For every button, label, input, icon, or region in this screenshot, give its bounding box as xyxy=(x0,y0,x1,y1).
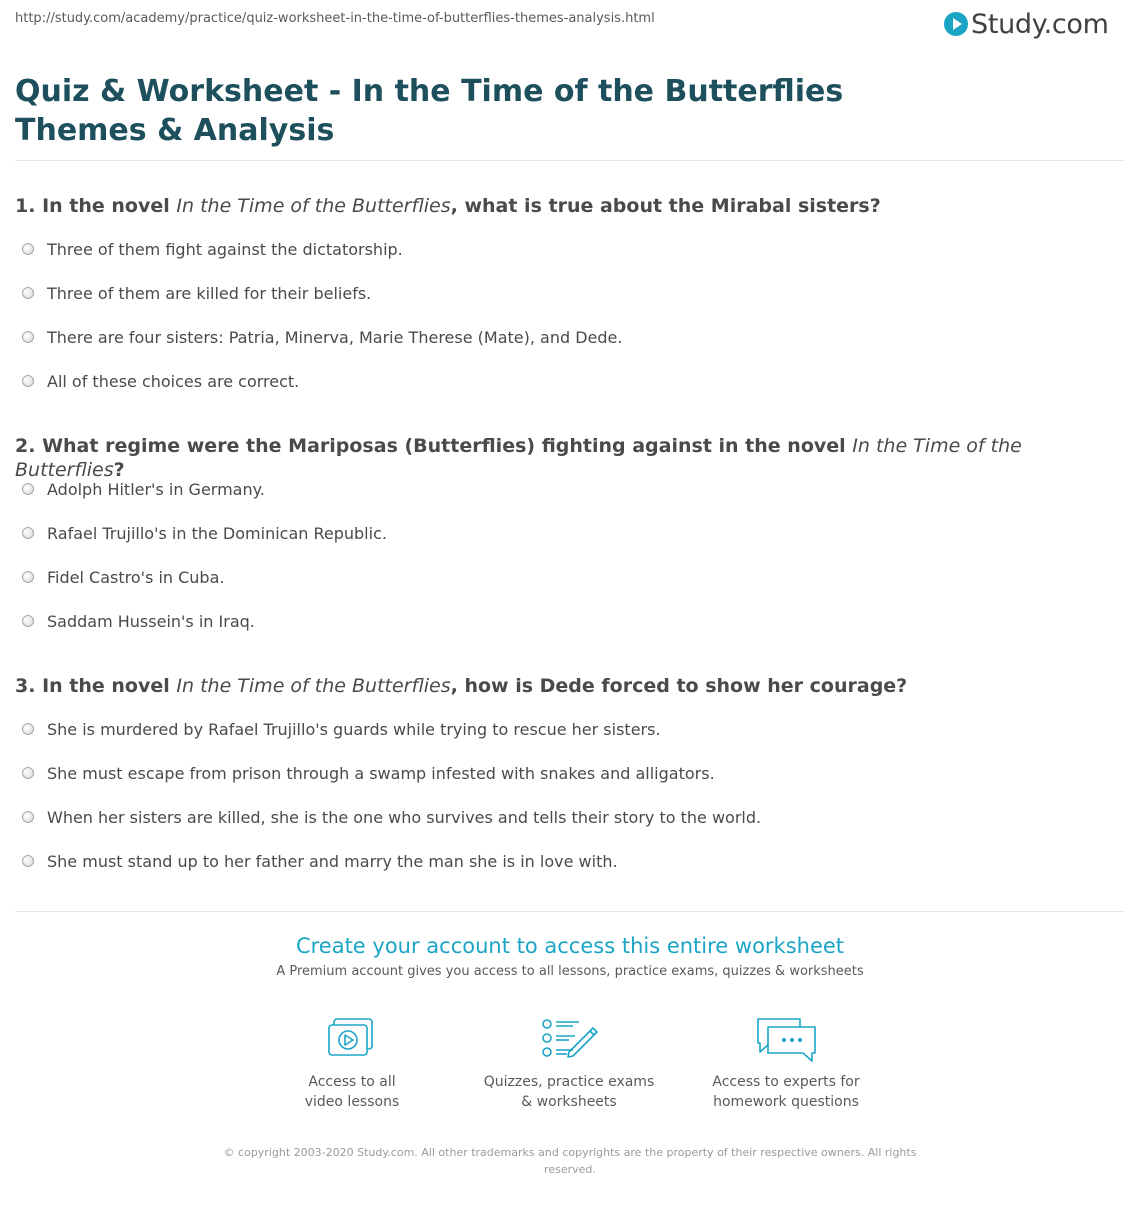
logo-text: Study.com xyxy=(971,8,1109,40)
question-3 xyxy=(15,674,1125,698)
cta-subtitle: A Premium account gives you access to all lessons, practice exams, quizzes & worksheets xyxy=(276,964,864,979)
answer-option[interactable] xyxy=(22,370,299,392)
radio-button[interactable] xyxy=(22,723,34,735)
radio-button[interactable] xyxy=(22,615,34,627)
question-number: 2. xyxy=(15,435,36,457)
question-book-title: In the Time of the Butterflies xyxy=(15,435,1022,481)
question-text: ? xyxy=(113,459,125,481)
question-number: 1. xyxy=(15,195,36,217)
answer-option[interactable] xyxy=(22,850,618,872)
study-logo[interactable] xyxy=(944,7,1109,41)
answer-option[interactable] xyxy=(22,566,224,588)
question-number: 3. xyxy=(15,675,36,697)
feature-label-line: Access to experts for xyxy=(712,1074,860,1090)
option-label: Fidel Castro's in Cuba. xyxy=(47,567,225,587)
feature-quizzes xyxy=(469,1016,669,1112)
radio-button[interactable] xyxy=(22,527,34,539)
feature-experts xyxy=(686,1016,886,1112)
option-label: Three of them fight against the dictatorship. xyxy=(47,239,403,259)
question-text: In the novel xyxy=(42,675,170,697)
option-label: When her sisters are killed, she is the one who survives and tells their story to the world. xyxy=(47,807,762,827)
radio-button[interactable] xyxy=(22,855,34,867)
radio-button[interactable] xyxy=(22,375,34,387)
answer-option[interactable] xyxy=(22,718,661,740)
feature-label xyxy=(252,1072,452,1112)
option-label: She is murdered by Rafael Trujillo's guards while trying to rescue her sisters. xyxy=(47,719,661,739)
radio-button[interactable] xyxy=(22,331,34,343)
question-1 xyxy=(15,194,1125,218)
option-label: All of these choices are correct. xyxy=(47,371,300,391)
answer-option[interactable] xyxy=(22,326,622,348)
copyright-notice: © copyright 2003-2020 Study.com. All other trademarks and copyrights are the property of their respective owners. All rights reserved. xyxy=(223,1146,917,1176)
question-text: , how is Dede forced to show her courage? xyxy=(450,675,908,697)
video-lessons-icon xyxy=(324,1016,380,1062)
option-label: Adolph Hitler's in Germany. xyxy=(47,479,265,499)
radio-button[interactable] xyxy=(22,571,34,583)
page-url: http://study.com/academy/practice/quiz-worksheet-in-the-time-of-butterflies-themes-analysis.html xyxy=(15,11,655,26)
radio-button[interactable] xyxy=(22,767,34,779)
feature-label-line: & worksheets xyxy=(521,1094,617,1110)
cta-link[interactable]: Create your account to access this entire worksheet xyxy=(295,934,845,958)
feature-label xyxy=(469,1072,669,1112)
title-divider xyxy=(15,160,1125,161)
feature-label-line: video lessons xyxy=(304,1094,400,1110)
option-label: Saddam Hussein's in Iraq. xyxy=(47,611,255,631)
answer-option[interactable] xyxy=(22,806,761,828)
option-label: Three of them are killed for their beliefs. xyxy=(47,283,372,303)
answer-option[interactable] xyxy=(22,762,715,784)
answer-option[interactable] xyxy=(22,282,371,304)
feature-label-line: homework questions xyxy=(713,1094,859,1110)
feature-label-line: Access to all xyxy=(308,1074,396,1090)
question-2 xyxy=(15,434,1125,482)
option-label: There are four sisters: Patria, Minerva, Marie Therese (Mate), and Dede. xyxy=(47,327,623,347)
radio-button[interactable] xyxy=(22,287,34,299)
radio-button[interactable] xyxy=(22,483,34,495)
question-text: In the novel xyxy=(42,195,170,217)
quiz-checklist-icon xyxy=(539,1016,599,1062)
answer-option[interactable] xyxy=(22,238,403,260)
option-label: She must escape from prison through a swamp infested with snakes and alligators. xyxy=(47,763,715,783)
answer-option[interactable] xyxy=(22,478,265,500)
question-text: , what is true about the Mirabal sisters? xyxy=(450,195,881,217)
question-book-title: In the Time of the Butterflies xyxy=(176,195,451,217)
question-book-title: In the Time of the Butterflies xyxy=(176,675,451,697)
feature-label-line: Quizzes, practice exams xyxy=(483,1074,655,1090)
answer-option[interactable] xyxy=(22,610,255,632)
feature-label xyxy=(686,1072,886,1112)
play-circle-icon xyxy=(944,12,968,36)
chat-bubbles-icon xyxy=(754,1016,818,1062)
option-label: She must stand up to her father and marry the man she is in love with. xyxy=(47,851,618,871)
radio-button[interactable] xyxy=(22,811,34,823)
feature-video-lessons xyxy=(252,1016,452,1112)
radio-button[interactable] xyxy=(22,243,34,255)
page-title: Quiz & Worksheet - In the Time of the Butterflies Themes & Analysis xyxy=(15,74,844,148)
question-text: What regime were the Mariposas (Butterflies) fighting against in the novel xyxy=(42,435,846,457)
answer-option[interactable] xyxy=(22,522,387,544)
section-divider xyxy=(15,911,1125,912)
option-label: Rafael Trujillo's in the Dominican Republic. xyxy=(47,523,387,543)
